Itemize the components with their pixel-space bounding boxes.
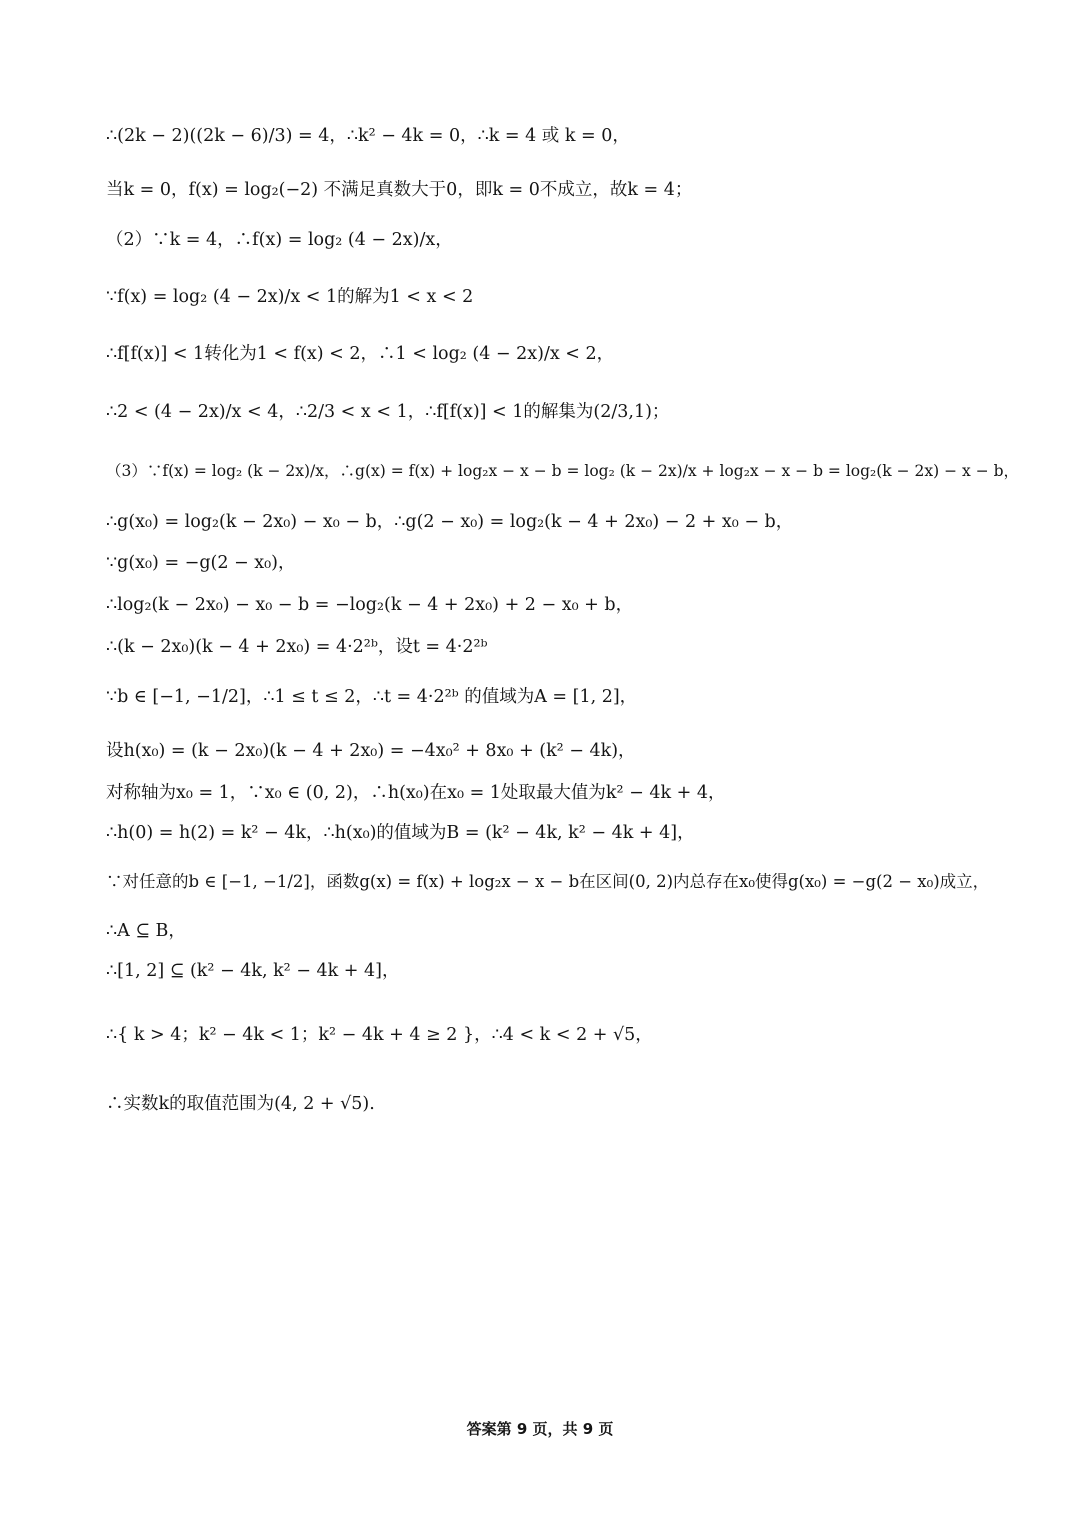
solution-line: ∴f[f(x)] < 1转化为1 < f(x) < 2，∴1 < log₂ (4 − 2x)/x < 2， [106, 344, 615, 364]
solution-line: ∵对任意的b ∈ [−1, −1/2]，函数g(x) = f(x) + log₂x − x − b在区间(0, 2)内总存在x₀使得g(x₀) = −g(2 − x₀)成立， [106, 872, 990, 891]
page-footer: 答案第 9 页，共 9 页 [466, 1420, 614, 1438]
solution-line: ∵f(x) = log₂ (4 − 2x)/x < 1的解为1 < x < 2 [106, 287, 474, 307]
solution-line: ∵g(x₀) = −g(2 − x₀)， [106, 553, 296, 573]
solution-line: （2）∵k = 4，∴f(x) = log₂ (4 − 2x)/x， [106, 230, 453, 250]
solution-line: ∴[1, 2] ⊆ (k² − 4k, k² − 4k + 4]， [106, 961, 400, 981]
solution-line: ∴(k − 2x₀)(k − 4 + 2x₀) = 4·2²ᵇ，设t = 4·2²ᵇ [106, 637, 488, 657]
solution-line: （3）∵f(x) = log₂ (k − 2x)/x，∴g(x) = f(x) + log₂x − x − b = log₂ (k − 2x)/x + log₂x − x − b = log₂(k − 2x) − x − b， [106, 462, 1020, 480]
solution-line: ∴{ k > 4；k² − 4k < 1；k² − 4k + 4 ≥ 2 }，∴4 < k < 2 + √5， [106, 1025, 653, 1045]
solution-line: ∴log₂(k − 2x₀) − x₀ − b = −log₂(k − 4 + 2x₀) + 2 − x₀ + b， [106, 595, 634, 615]
solution-line: ∴g(x₀) = log₂(k − 2x₀) − x₀ − b，∴g(2 − x₀) = log₂(k − 4 + 2x₀) − 2 + x₀ − b， [106, 512, 794, 532]
solution-line: ∴实数k的取值范围为(4, 2 + √5). [106, 1094, 375, 1114]
solution-line: ∴A ⊆ B， [106, 921, 186, 941]
solution-line: ∴h(0) = h(2) = k² − 4k，∴h(x₀)的值域为B = (k² − 4k, k² − 4k + 4]， [106, 823, 695, 843]
solution-line: ∴(2k − 2)((2k − 6)/3) = 4，∴k² − 4k = 0，∴k = 4 或 k = 0， [106, 126, 630, 146]
solution-line: 设h(x₀) = (k − 2x₀)(k − 4 + 2x₀) = −4x₀² + 8x₀ + (k² − 4k)， [106, 741, 636, 761]
solution-line: ∵b ∈ [−1, −1/2]，∴1 ≤ t ≤ 2，∴t = 4·2²ᵇ 的值域为A = [1, 2]， [106, 687, 638, 707]
solution-line: ∴2 < (4 − 2x)/x < 4，∴2/3 < x < 1，∴f[f(x)] < 1的解集为(2/3,1)； [106, 402, 670, 422]
solution-line: 对称轴为x₀ = 1，∵x₀ ∈ (0, 2)，∴h(x₀)在x₀ = 1处取最大值为k² − 4k + 4， [106, 783, 726, 803]
solution-line: 当k = 0，f(x) = log₂(−2) 不满足真数大于0，即k = 0不成立，故k = 4； [106, 180, 693, 200]
